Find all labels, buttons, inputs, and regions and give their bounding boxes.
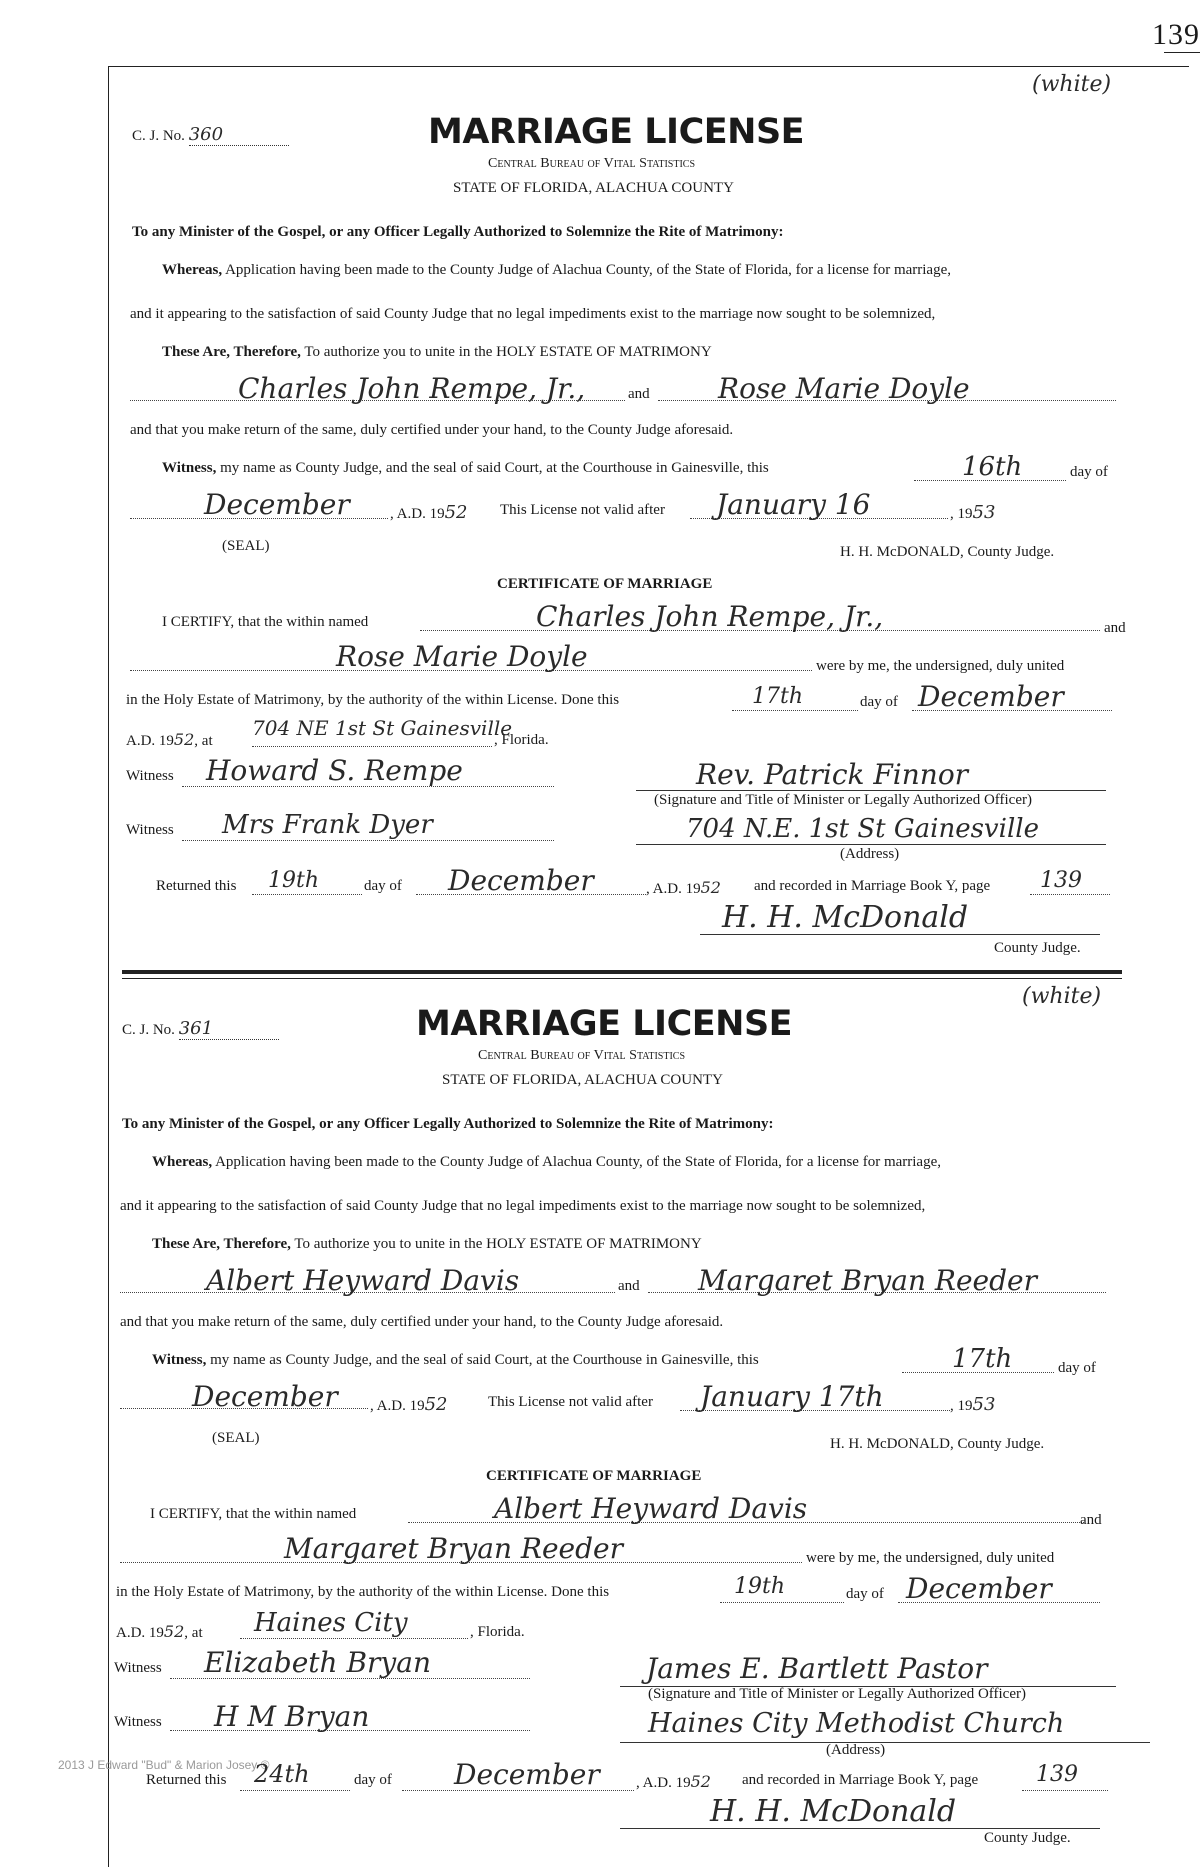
bride-name: Margaret Bryan Reeder xyxy=(698,1264,1037,1297)
cj-number-label: C. J. No. 361 xyxy=(122,1018,279,1040)
and-label: and xyxy=(618,1278,640,1294)
judge-signature: H. H. McDonald xyxy=(722,900,969,935)
issue-month: December xyxy=(192,1380,338,1413)
done-month: December xyxy=(906,1572,1052,1605)
signature-caption: (Signature and Title of Minister or Legally Authorized Officer) xyxy=(654,792,1032,808)
whereas-line: Whereas, Application having been made to the County Judge of Alachua County, of the State of Florida, for a license for marriage, xyxy=(162,262,951,278)
cj-number: 360 xyxy=(189,124,289,146)
florida-label: , Florida. xyxy=(494,732,549,748)
county-judge-label: County Judge. xyxy=(994,940,1081,956)
return-line: and that you make return of the same, duly certified under your hand, to the County Judge aforesaid. xyxy=(130,422,734,438)
bureau-name: Central Bureau of Vital Statistics xyxy=(478,1048,686,1063)
address-caption: (Address) xyxy=(840,846,900,862)
certificate-title: CERTIFICATE OF MARRIAGE xyxy=(497,576,713,592)
salutation: To any Minister of the Gospel, or any Officer Legally Authorized to Solemnize the Rite of Matrimony: xyxy=(132,224,784,240)
united-label: were by me, the undersigned, duly united xyxy=(806,1550,1055,1566)
witness2-name: Mrs Frank Dyer xyxy=(222,810,433,840)
returned-month: December xyxy=(454,1758,600,1791)
page-number: 139 xyxy=(1152,18,1200,51)
not-valid-label: This License not valid after xyxy=(488,1394,653,1410)
holy-estate-label: in the Holy Estate of Matrimony, by the authority of the within License. Done this xyxy=(116,1584,610,1600)
day-of-label: day of xyxy=(1058,1360,1096,1376)
state-county: STATE OF FLORIDA, ALACHUA COUNTY xyxy=(453,180,734,196)
done-day-of: day of xyxy=(846,1586,884,1602)
judge-name: H. H. McDONALD, County Judge. xyxy=(840,544,1055,560)
officiant-signature: James E. Bartlett Pastor xyxy=(646,1652,988,1685)
appearing-line: and it appearing to the satisfaction of said County Judge that no legal impediments exist to the marriage now sought to be solemnized, xyxy=(130,306,936,322)
ad-label: , A.D. 1952 xyxy=(370,1394,448,1415)
done-day: 17th xyxy=(752,684,804,709)
these-are-line: These Are, Therefore, To authorize you to unite in the HOLY ESTATE OF MATRIMONY xyxy=(152,1236,702,1252)
witness1-label: Witness xyxy=(126,768,174,784)
cert-and: and xyxy=(1080,1512,1102,1528)
done-ad: A.D. 1952, at xyxy=(126,730,213,749)
issue-month: December xyxy=(204,488,350,521)
marriage-place: Haines City xyxy=(254,1608,408,1638)
done-ad: A.D. 1952, at xyxy=(116,1622,203,1641)
groom-name: Albert Heyward Davis xyxy=(206,1264,520,1297)
issue-day: 17th xyxy=(952,1344,1013,1374)
done-day: 19th xyxy=(734,1574,786,1599)
returned-day: 19th xyxy=(268,868,320,893)
witness2-label: Witness xyxy=(114,1714,162,1730)
bride-name: Rose Marie Doyle xyxy=(718,372,970,405)
done-day-of: day of xyxy=(860,694,898,710)
returned-ad: , A.D. 1952 xyxy=(646,878,721,897)
copyright-notice: 2013 J Edward "Bud" & Marion Josey © xyxy=(58,1758,270,1772)
judge-signature: H. H. McDonald xyxy=(710,1794,957,1829)
bureau-name: Central Bureau of Vital Statistics xyxy=(488,156,696,171)
done-month: December xyxy=(918,680,1064,713)
witness-line: Witness, my name as County Judge, and the seal of said Court, at the Courthouse in Gainesville, this xyxy=(162,460,769,476)
book-page: 139 xyxy=(1040,868,1082,893)
return-line: and that you make return of the same, duly certified under your hand, to the County Judge aforesaid. xyxy=(120,1314,724,1330)
ad-label: , A.D. 1952 xyxy=(390,502,468,523)
salutation: To any Minister of the Gospel, or any Officer Legally Authorized to Solemnize the Rite of Matrimony: xyxy=(122,1116,774,1132)
witness1-name: Elizabeth Bryan xyxy=(204,1646,431,1679)
issue-day: 16th xyxy=(962,452,1023,482)
section-divider-thin xyxy=(122,978,1122,979)
recorded-label: and recorded in Marriage Book Y, page xyxy=(754,878,991,894)
returned-label: Returned this xyxy=(156,878,237,894)
license-title: MARRIAGE LICENSE xyxy=(416,1004,793,1044)
whereas-line: Whereas, Application having been made to the County Judge of Alachua County, of the State of Florida, for a license for marriage, xyxy=(152,1154,941,1170)
returned-day: 24th xyxy=(254,1760,310,1788)
county-judge-label: County Judge. xyxy=(984,1830,1071,1846)
judge-name: H. H. McDONALD, County Judge. xyxy=(830,1436,1045,1452)
holy-estate-label: in the Holy Estate of Matrimony, by the authority of the within License. Done this xyxy=(126,692,620,708)
valid-until: January 16 xyxy=(716,488,871,521)
state-county: STATE OF FLORIDA, ALACHUA COUNTY xyxy=(442,1072,723,1088)
cert-groom: Albert Heyward Davis xyxy=(494,1492,808,1525)
race-note: (white) xyxy=(1022,984,1102,1009)
marriage-place: 704 NE 1st St Gainesville xyxy=(252,716,513,740)
cert-bride: Rose Marie Doyle xyxy=(336,640,588,673)
address-caption: (Address) xyxy=(826,1742,886,1758)
officiant-address: 704 N.E. 1st St Gainesville xyxy=(686,814,1039,844)
valid-until: January 17th xyxy=(700,1380,884,1413)
recorded-label: and recorded in Marriage Book Y, page xyxy=(742,1772,979,1788)
and-label: and xyxy=(628,386,650,402)
not-valid-label: This License not valid after xyxy=(500,502,665,518)
officiant-address: Haines City Methodist Church xyxy=(648,1708,1065,1739)
these-are-line: These Are, Therefore, To authorize you to unite in the HOLY ESTATE OF MATRIMONY xyxy=(162,344,712,360)
valid-year-label: , 1953 xyxy=(950,502,996,523)
valid-year-label: , 1953 xyxy=(950,1394,996,1415)
cert-bride: Margaret Bryan Reeder xyxy=(284,1532,623,1565)
witness2-name: H M Bryan xyxy=(214,1700,370,1733)
certificate-title: CERTIFICATE OF MARRIAGE xyxy=(486,1468,702,1484)
florida-label: , Florida. xyxy=(470,1624,525,1640)
returned-month: December xyxy=(448,864,594,897)
cert-and: and xyxy=(1104,620,1126,636)
section-divider xyxy=(122,970,1122,974)
cert-groom: Charles John Rempe, Jr., xyxy=(536,600,884,633)
cj-number: 361 xyxy=(179,1018,279,1040)
appearing-line: and it appearing to the satisfaction of said County Judge that no legal impediments exist to the marriage now sought to be solemnized, xyxy=(120,1198,926,1214)
book-page: 139 xyxy=(1036,1762,1078,1787)
witness1-name: Howard S. Rempe xyxy=(206,754,463,787)
returned-day-of: day of xyxy=(364,878,402,894)
united-label: were by me, the undersigned, duly united xyxy=(816,658,1065,674)
signature-caption: (Signature and Title of Minister or Legally Authorized Officer) xyxy=(648,1686,1026,1702)
witness1-label: Witness xyxy=(114,1660,162,1676)
cj-number-label: C. J. No. 360 xyxy=(132,124,289,146)
day-of-label: day of xyxy=(1070,464,1108,480)
certify-label: I CERTIFY, that the within named xyxy=(162,614,369,630)
page-number-rule xyxy=(1164,52,1200,53)
witness-line: Witness, my name as County Judge, and the seal of said Court, at the Courthouse in Gainesville, this xyxy=(152,1352,759,1368)
witness2-label: Witness xyxy=(126,822,174,838)
seal-label: (SEAL) xyxy=(222,538,270,554)
returned-ad: , A.D. 1952 xyxy=(636,1772,711,1791)
groom-name: Charles John Rempe, Jr., xyxy=(238,372,586,405)
officiant-signature: Rev. Patrick Finnor xyxy=(696,758,969,791)
returned-day-of: day of xyxy=(354,1772,392,1788)
license-title: MARRIAGE LICENSE xyxy=(428,112,805,152)
seal-label: (SEAL) xyxy=(212,1430,260,1446)
race-note: (white) xyxy=(1032,72,1112,97)
returned-label: Returned this xyxy=(146,1772,227,1788)
certify-label: I CERTIFY, that the within named xyxy=(150,1506,357,1522)
